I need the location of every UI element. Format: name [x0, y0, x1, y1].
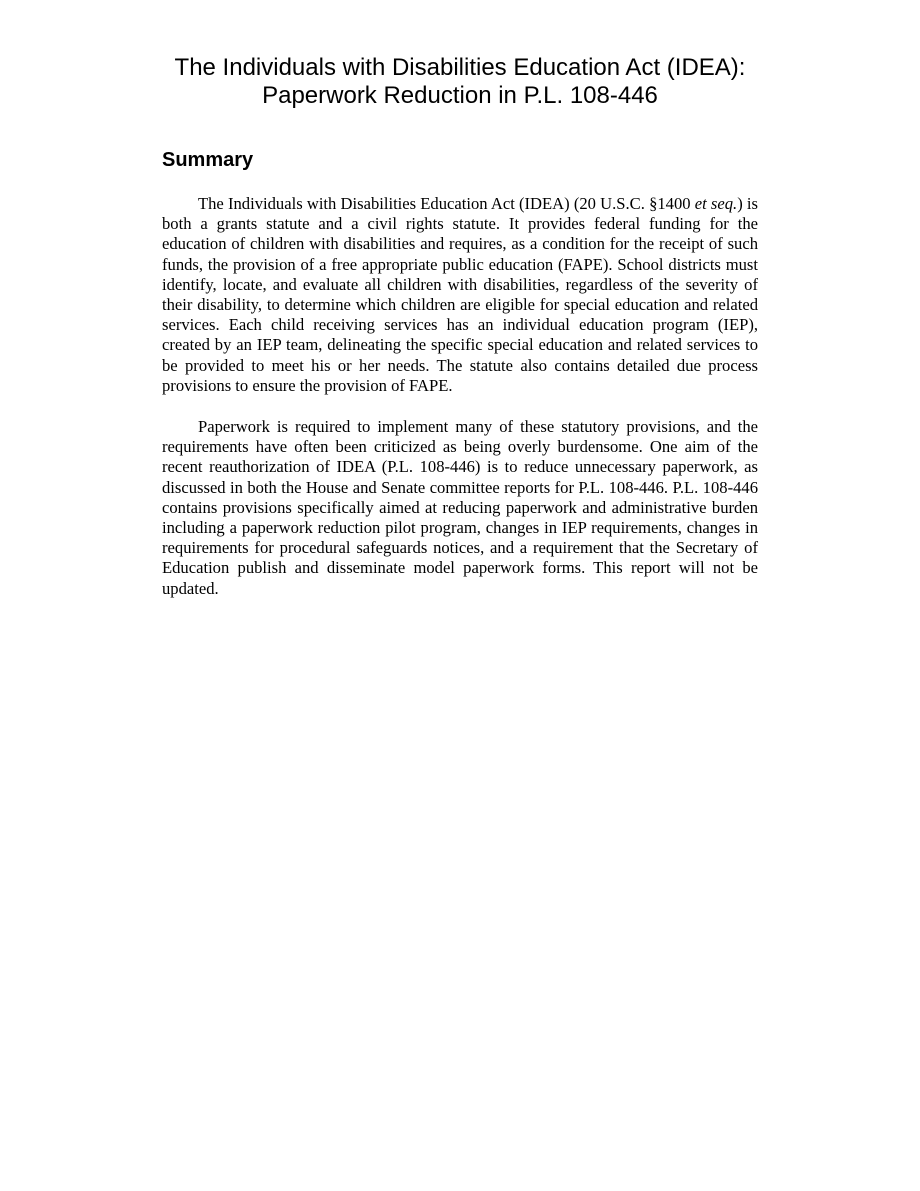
- paragraph-1-text-b: ) is both a grants statute and a civil rights statute. It provides federal funding for the education of children with disabilities and requires, as a condition for the receipt of such funds, the provision of a free appropriate public education (FAPE). School districts must identify, locate, and evaluate all children with disabilities, regardless of the severity of their disability, to determine which children are eligible for special education and related services. Each child receiving services has an individual education program (IEP), created by an IEP team, delineating the specific special education and related services to be provided to meet his or her needs. The statute also contains detailed due process provisions to ensure the provision of FAPE.: [162, 194, 758, 395]
- title-line-2: Paperwork Reduction in P.L. 108-446: [262, 82, 658, 109]
- title-line-1: The Individuals with Disabilities Education Act (IDEA):: [174, 54, 746, 81]
- paragraph-1-italic: et seq.: [694, 194, 738, 213]
- section-heading: Summary: [162, 149, 254, 171]
- summary-paragraph-2: Paperwork is required to implement many of these statutory provisions, and the requirements have often been criticized as being overly burdensome. One aim of the recent reauthorization of IDEA (P.L. 108-446) is to reduce unnecessary paperwork, as discussed in both the House and Senate committee reports for P.L. 108-446. P.L. 108-446 contains provisions specifically aimed at reducing paperwork and administrative burden including a paperwork reduction pilot program, changes in IEP requirements, changes in requirements for procedural safeguards notices, and a requirement that the Secretary of Education publish and disseminate model paperwork forms. This report will not be updated.: [162, 417, 758, 598]
- summary-paragraph-1: [162, 194, 758, 396]
- document-title: [130, 54, 790, 110]
- paragraph-1-text-a: The Individuals with Disabilities Education Act (IDEA) (20 U.S.C. §1400: [198, 194, 695, 213]
